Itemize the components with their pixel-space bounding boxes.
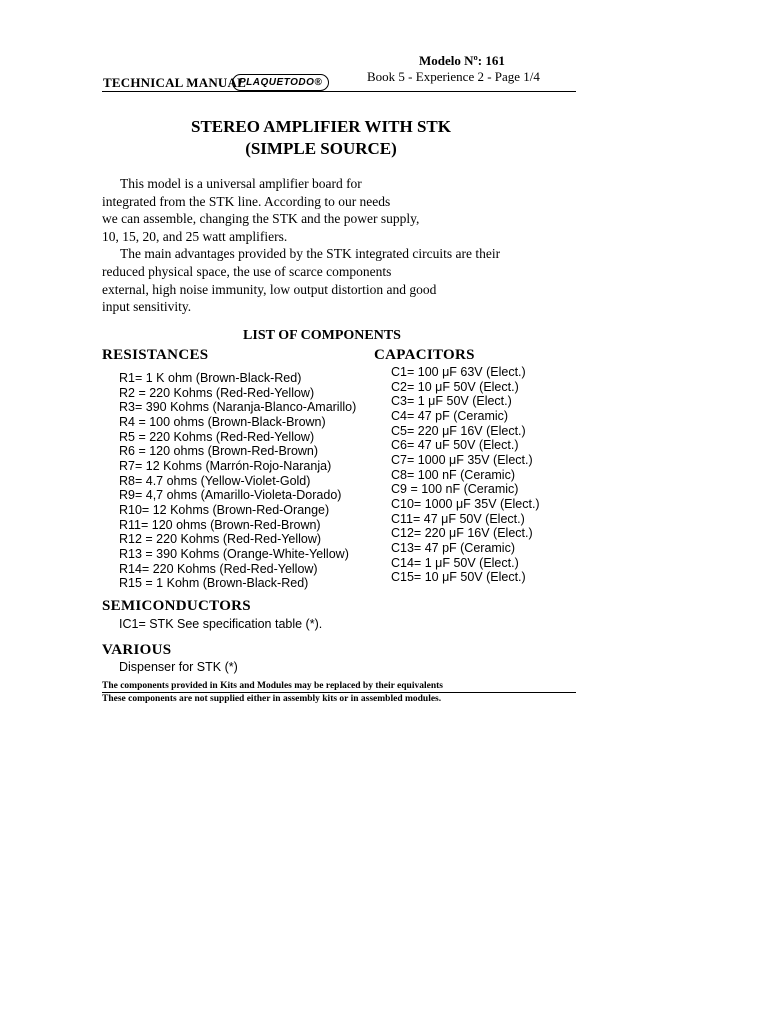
various-heading: VARIOUS bbox=[102, 642, 172, 658]
technical-manual-label: TECHNICAL MANUAL bbox=[103, 75, 246, 90]
intro-line: input sensitivity. bbox=[102, 299, 192, 315]
resistor-item: R9= 4,7 ohms (Amarillo-Violeta-Dorado) bbox=[119, 488, 342, 503]
resistor-item: R6 = 120 ohms (Brown-Red-Brown) bbox=[119, 444, 319, 459]
capacitor-item: C9 = 100 nF (Ceramic) bbox=[391, 482, 519, 497]
plaquetodo-logo: PLAQUETODO® bbox=[232, 74, 329, 91]
capacitor-item: C12= 220 μF 16V (Elect.) bbox=[391, 526, 533, 541]
resistances-heading: RESISTANCES bbox=[102, 347, 209, 363]
capacitor-item: C15= 10 μF 50V (Elect.) bbox=[391, 570, 526, 585]
various-item: Dispenser for STK (*) bbox=[119, 660, 238, 674]
intro-line: external, high noise immunity, low output distortion and good bbox=[102, 281, 437, 297]
capacitor-item: C6= 47 uF 50V (Elect.) bbox=[391, 438, 519, 453]
capacitors-list bbox=[391, 365, 540, 585]
semiconductors-heading: SEMICONDUCTORS bbox=[102, 598, 251, 614]
resistor-item: R7= 12 Kohms (Marrón-Rojo-Naranja) bbox=[119, 458, 332, 473]
intro-paragraph bbox=[102, 175, 500, 316]
model-number: Modelo Nº: 161 bbox=[419, 53, 505, 68]
document-subtitle: (SIMPLE SOURCE) bbox=[245, 139, 397, 158]
supply-note: These components are not supplied either in assembly kits or in assembled modules. bbox=[102, 694, 442, 704]
capacitor-item: C10= 1000 μF 35V (Elect.) bbox=[391, 496, 540, 511]
capacitor-item: C13= 47 pF (Ceramic) bbox=[391, 540, 515, 555]
intro-line: 10, 15, 20, and 25 watt amplifiers. bbox=[102, 228, 288, 244]
components-heading: LIST OF COMPONENTS bbox=[243, 328, 401, 343]
resistor-item: R2 = 220 Kohms (Red-Red-Yellow) bbox=[119, 385, 315, 400]
capacitor-item: C5= 220 μF 16V (Elect.) bbox=[391, 423, 526, 438]
capacitor-item: C4= 47 pF (Ceramic) bbox=[391, 408, 509, 423]
capacitors-heading: CAPACITORS bbox=[374, 347, 475, 363]
capacitor-item: C14= 1 μF 50V (Elect.) bbox=[391, 555, 519, 570]
capacitor-item: C8= 100 nF (Ceramic) bbox=[391, 467, 515, 482]
resistor-item: R3= 390 Kohms (Naranja-Blanco-Amarillo) bbox=[119, 400, 357, 415]
capacitor-item: C7= 1000 μF 35V (Elect.) bbox=[391, 452, 533, 467]
resistor-item: R4 = 100 ohms (Brown-Black-Brown) bbox=[119, 414, 326, 429]
resistances-list bbox=[119, 371, 356, 591]
header-divider bbox=[102, 91, 576, 92]
capacitor-item: C1= 100 μF 63V (Elect.) bbox=[391, 365, 526, 379]
replacement-note: The components provided in Kits and Modules may be replaced by their equivalents bbox=[102, 681, 443, 691]
intro-line: we can assemble, changing the STK and the power supply, bbox=[102, 211, 420, 227]
resistor-item: R13 = 390 Kohms (Orange-White-Yellow) bbox=[119, 546, 349, 561]
capacitor-item: C3= 1 μF 50V (Elect.) bbox=[391, 394, 512, 409]
book-page-reference: Book 5 - Experience 2 - Page 1/4 bbox=[367, 69, 540, 84]
resistor-item: R10= 12 Kohms (Brown-Red-Orange) bbox=[119, 502, 330, 517]
resistor-item: R1= 1 K ohm (Brown-Black-Red) bbox=[119, 371, 302, 385]
resistor-item: R8= 4.7 ohms (Yellow-Violet-Gold) bbox=[119, 473, 311, 488]
capacitor-item: C11= 47 μF 50V (Elect.) bbox=[391, 511, 525, 526]
intro-line: integrated from the STK line. According to our needs bbox=[102, 193, 391, 209]
footer-divider bbox=[102, 692, 576, 693]
intro-line: This model is a universal amplifier board for bbox=[120, 176, 362, 191]
resistor-item: R15 = 1 Kohm (Brown-Black-Red) bbox=[119, 576, 309, 591]
intro-line: reduced physical space, the use of scarce components bbox=[102, 263, 392, 279]
resistor-item: R11= 120 ohms (Brown-Red-Brown) bbox=[119, 517, 321, 532]
semiconductors-item: IC1= STK See specification table (*). bbox=[119, 617, 323, 631]
resistor-item: R12 = 220 Kohms (Red-Red-Yellow) bbox=[119, 532, 322, 547]
document-title: STEREO AMPLIFIER WITH STK bbox=[191, 117, 451, 136]
resistor-item: R14= 220 Kohms (Red-Red-Yellow) bbox=[119, 561, 318, 576]
intro-line: The main advantages provided by the STK integrated circuits are their bbox=[120, 246, 501, 262]
resistor-item: R5 = 220 Kohms (Red-Red-Yellow) bbox=[119, 429, 315, 444]
capacitor-item: C2= 10 μF 50V (Elect.) bbox=[391, 379, 519, 394]
